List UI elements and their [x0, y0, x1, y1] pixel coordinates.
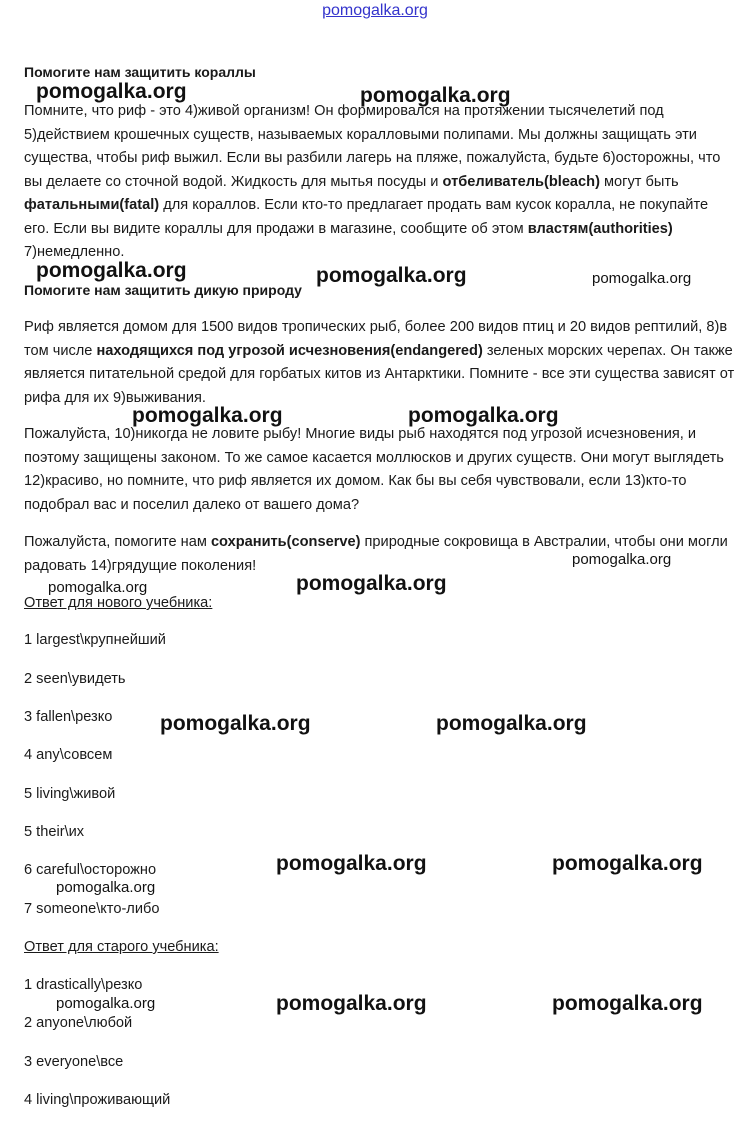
text-run: Помните, что риф - это 4)живой организм! Он формировался на протяжении тысячелетий под 5)действием крошечных существ, называемых коралловыми полипами. Мы должны защищать эти существа, чтобы риф выжил. Если вы разбили лагерь на пляже, пожалуйста, будьте 6)осторожны, что вы делаете со сточной водой. Жидкость для мытья посуды и — [24, 103, 721, 190]
bold-term: сохранить(conserve) — [210, 534, 361, 550]
text-run: природные сокровища в Австралии, чтобы они могли радовать 14)грядущие поколения! — [24, 534, 728, 574]
answer-new-item: 5 their\их — [24, 824, 85, 840]
bold-term: властям(authorities) — [527, 220, 673, 237]
answer-new-item: 3 fallen\резко — [24, 709, 113, 725]
watermark: pomogalka.org — [592, 270, 692, 287]
text-run: Риф является домом для 1500 видов тропических рыб, более 200 видов птиц и 20 видов рептилий, 8)в том числе — [24, 319, 728, 359]
bold-term: отбеливатель(bleach) — [442, 173, 600, 190]
section-title-corals: Помогите нам защитить кораллы — [24, 64, 256, 80]
wildlife-paragraph-2 — [24, 423, 736, 517]
watermark: pomogalka.org — [36, 259, 187, 282]
answer-new-item: 6 careful\осторожно — [24, 862, 157, 878]
section-title-wildlife: Помогите нам защитить дикую природу — [24, 282, 302, 298]
site-link[interactable]: pomogalka.org — [322, 2, 428, 19]
text-run: Пожалуйста, 10)никогда не ловите рыбу! Многие виды рыб находятся под угрозой исчезновения, и поэтому защищены законом. То же самое касается моллюсков и других существ. Они могут выглядеть 12)красиво, но помните, что риф является их домом. Как бы вы себя чувствовали, если 13)кто-то подобрал вас и поселил далеко от вашего дома? — [24, 426, 724, 513]
watermark: pomogalka.org — [296, 572, 447, 595]
watermark: pomogalka.org — [552, 992, 703, 1015]
watermark: pomogalka.org — [552, 852, 703, 875]
watermark: pomogalka.org — [160, 712, 311, 735]
answer-old-item: 4 living\проживающий — [24, 1092, 171, 1108]
answers-old-title: Ответ для старого учебника: — [24, 939, 219, 955]
corals-paragraph — [24, 100, 736, 265]
answer-new-item: 5 living\живой — [24, 786, 116, 802]
watermark: pomogalka.org — [316, 264, 467, 287]
text-run: зеленых морских черепах. Он также является питательной средой для горбатых китов из Антарктики. Помните - все эти существа зависят от рифа для их 9)выживания. — [24, 342, 735, 406]
watermark: pomogalka.org — [408, 404, 559, 427]
answers-new-title: Ответ для нового учебника: — [24, 595, 213, 611]
watermark: pomogalka.org — [36, 80, 187, 103]
bold-term: фатальными(fatal) — [24, 197, 160, 213]
watermark: pomogalka.org — [56, 879, 156, 896]
answer-new-item: 2 seen\увидеть — [24, 671, 126, 687]
bold-term: находящихся под угрозой исчезновения(endangered) — [96, 342, 483, 359]
watermark: pomogalka.org — [276, 852, 427, 875]
watermark: pomogalka.org — [572, 551, 672, 568]
watermark: pomogalka.org — [276, 992, 427, 1015]
text-run: для кораллов. Если кто-то предлагает продать вам кусок коралла, не покупайте его. Если вы видите кораллы для продажи в магазине, сообщите об этом — [24, 197, 709, 237]
text-run: 7)немедленно. — [24, 244, 125, 260]
text-run: Пожалуйста, помогите нам — [24, 534, 211, 550]
answer-new-item: 7 someone\кто-либо — [24, 901, 160, 917]
answer-old-item: 1 drastically\резко — [24, 977, 143, 993]
wildlife-paragraph-1 — [24, 316, 736, 410]
answer-old-item: 2 anyone\любой — [24, 1015, 133, 1031]
watermark: pomogalka.org — [436, 712, 587, 735]
answer-new-item: 1 largest\крупнейший — [24, 632, 166, 648]
watermark: pomogalka.org — [48, 579, 148, 596]
answer-new-item: 4 any\совсем — [24, 747, 113, 763]
watermark: pomogalka.org — [56, 995, 156, 1012]
answer-old-item: 3 everyone\все — [24, 1054, 124, 1070]
watermark: pomogalka.org — [132, 404, 283, 427]
watermark: pomogalka.org — [360, 84, 511, 107]
text-run: могут быть — [599, 173, 679, 190]
